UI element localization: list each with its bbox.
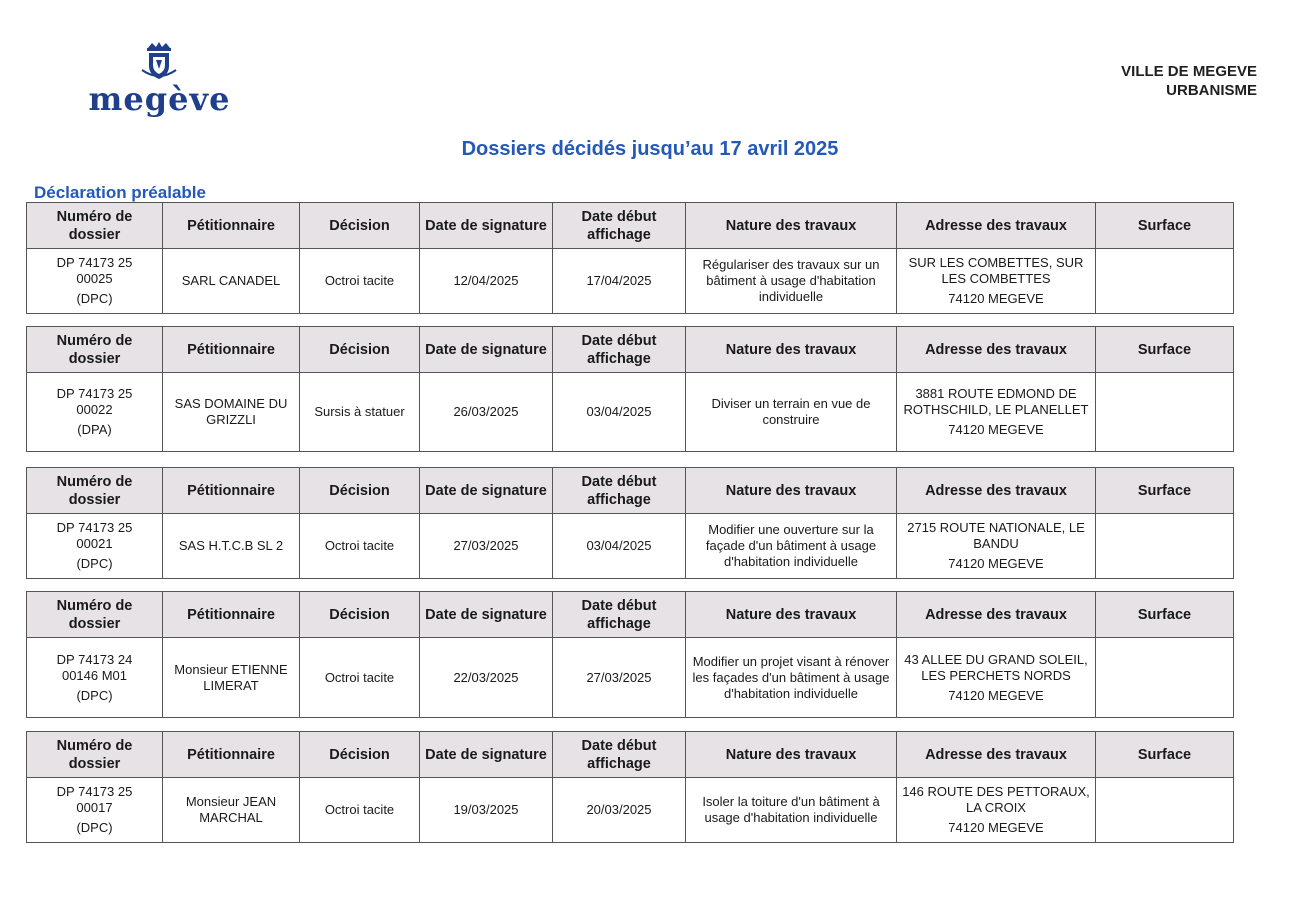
header-decision: Décision [300, 327, 420, 373]
header-date-signature: Date de signature [420, 327, 553, 373]
cell-decision: Octroi tacite [300, 514, 420, 579]
cell-surface [1096, 249, 1234, 314]
header-adresse: Adresse des travaux [897, 203, 1096, 249]
header-surface: Surface [1096, 732, 1234, 778]
header-adresse: Adresse des travaux [897, 327, 1096, 373]
megeve-logo [72, 42, 247, 122]
header-petitionnaire: Pétitionnaire [163, 592, 300, 638]
header-adresse: Adresse des travaux [897, 468, 1096, 514]
header-adresse: Adresse des travaux [897, 592, 1096, 638]
org-name: VILLE DE MEGEVE [1121, 63, 1257, 80]
dossier-number-suffix: 00025 [76, 271, 113, 286]
dossier-type: (DPC) [76, 687, 113, 703]
cell-surface [1096, 373, 1234, 452]
dossier-type: (DPA) [77, 422, 112, 437]
cell-date-signature: 12/04/2025 [420, 249, 553, 314]
dossier-number-suffix: 00022 [76, 402, 113, 417]
cell-decision: Octroi tacite [300, 638, 420, 718]
cell-date-affichage: 03/04/2025 [553, 514, 686, 579]
dossier-type: (DPC) [76, 291, 113, 306]
header-adresse: Adresse des travaux [897, 732, 1096, 778]
cell-date-affichage: 03/04/2025 [553, 373, 686, 452]
address-city: 74120 MEGEVE [948, 556, 1044, 571]
dossier-type: (DPC) [76, 820, 113, 835]
header-decision: Décision [300, 203, 420, 249]
dossier-number: DP 74173 25 [56, 784, 133, 799]
cell-adresse [897, 514, 1096, 579]
header-decision: Décision [300, 732, 420, 778]
cell-nature: Diviser un terrain en vue de construire [686, 373, 897, 452]
address-street: 43 ALLEE DU GRAND SOLEIL, LES PERCHETS NORDS [904, 651, 1088, 683]
header-petitionnaire: Pétitionnaire [163, 327, 300, 373]
cell-date-affichage: 20/03/2025 [553, 778, 686, 843]
header-nature: Nature des travaux [686, 592, 897, 638]
header-date-affichage: Date début affichage [553, 468, 686, 514]
cell-petitionnaire: SAS H.T.C.B SL 2 [163, 514, 300, 579]
cell-nature: Modifier une ouverture sur la façade d'un bâtiment à usage d'habitation individuelle [686, 514, 897, 579]
header-date-affichage: Date début affichage [553, 732, 686, 778]
header-numero: Numéro de dossier [27, 592, 163, 638]
header-row [27, 468, 1234, 514]
organization-header [1121, 62, 1257, 100]
cell-surface [1096, 638, 1234, 718]
cell-decision: Octroi tacite [300, 778, 420, 843]
cell-petitionnaire: Monsieur ETIENNE LIMERAT [163, 638, 300, 718]
header-date-signature: Date de signature [420, 468, 553, 514]
address-city: 74120 MEGEVE [948, 291, 1044, 306]
address-street: 3881 ROUTE EDMOND DE ROTHSCHILD, LE PLANELLET [903, 386, 1089, 417]
table-row [27, 373, 1234, 452]
header-row [27, 732, 1234, 778]
cell-decision: Octroi tacite [300, 249, 420, 314]
header-numero: Numéro de dossier [27, 327, 163, 373]
address-street: SUR LES COMBETTES, SUR LES COMBETTES [908, 255, 1084, 286]
cell-adresse [897, 249, 1096, 314]
header-date-affichage: Date début affichage [553, 592, 686, 638]
header-numero: Numéro de dossier [27, 468, 163, 514]
cell-petitionnaire: SAS DOMAINE DU GRIZZLI [163, 373, 300, 452]
coat-of-arms-icon [138, 42, 180, 82]
cell-petitionnaire: Monsieur JEAN MARCHAL [163, 778, 300, 843]
dossier-table [26, 326, 1234, 452]
cell-surface [1096, 778, 1234, 843]
cell-date-signature: 22/03/2025 [420, 638, 553, 718]
org-department: URBANISME [1166, 82, 1257, 99]
header-surface: Surface [1096, 327, 1234, 373]
header-row [27, 592, 1234, 638]
dossier-table [26, 591, 1234, 718]
dossier-number: DP 74173 25 [56, 255, 133, 270]
address-city: 74120 MEGEVE [948, 687, 1044, 703]
header-decision: Décision [300, 468, 420, 514]
dossier-number-suffix: 00017 [76, 800, 113, 815]
cell-date-affichage: 17/04/2025 [553, 249, 686, 314]
dossier-type: (DPC) [76, 556, 113, 571]
header-row [27, 327, 1234, 373]
section-title: Déclaration préalable [34, 183, 206, 202]
cell-numero [27, 638, 163, 718]
address-street: 146 ROUTE DES PETTORAUX, LA CROIX [902, 784, 1090, 815]
dossier-number-suffix: 00146 M01 [61, 667, 128, 683]
dossier-number: DP 74173 24 [56, 651, 133, 667]
cell-decision: Sursis à statuer [300, 373, 420, 452]
dossier-table [26, 731, 1234, 843]
cell-numero [27, 373, 163, 452]
header-date-signature: Date de signature [420, 732, 553, 778]
header-nature: Nature des travaux [686, 468, 897, 514]
header-petitionnaire: Pétitionnaire [163, 203, 300, 249]
cell-numero [27, 514, 163, 579]
header-petitionnaire: Pétitionnaire [163, 732, 300, 778]
cell-date-signature: 26/03/2025 [420, 373, 553, 452]
cell-numero [27, 778, 163, 843]
header-surface: Surface [1096, 468, 1234, 514]
table-row [27, 638, 1234, 718]
table-row [27, 514, 1234, 579]
header-nature: Nature des travaux [686, 732, 897, 778]
dossier-number: DP 74173 25 [56, 386, 133, 401]
header-surface: Surface [1096, 592, 1234, 638]
page-title: Dossiers décidés jusqu’au 17 avril 2025 [461, 138, 839, 160]
header-date-affichage: Date début affichage [553, 327, 686, 373]
cell-date-affichage: 27/03/2025 [553, 638, 686, 718]
cell-nature: Régulariser des travaux sur un bâtiment à usage d'habitation individuelle [686, 249, 897, 314]
header-nature: Nature des travaux [686, 203, 897, 249]
header-date-affichage: Date début affichage [553, 203, 686, 249]
header-date-signature: Date de signature [420, 592, 553, 638]
header-numero: Numéro de dossier [27, 732, 163, 778]
cell-petitionnaire: SARL CANADEL [163, 249, 300, 314]
cell-adresse [897, 373, 1096, 452]
header-row [27, 203, 1234, 249]
dossier-table [26, 467, 1234, 579]
table-row [27, 249, 1234, 314]
header-decision: Décision [300, 592, 420, 638]
header-nature: Nature des travaux [686, 327, 897, 373]
table-row [27, 778, 1234, 843]
dossier-number: DP 74173 25 [56, 520, 133, 535]
header-surface: Surface [1096, 203, 1234, 249]
cell-nature: Isoler la toiture d'un bâtiment à usage d'habitation individuelle [686, 778, 897, 843]
cell-date-signature: 19/03/2025 [420, 778, 553, 843]
cell-nature: Modifier un projet visant à rénover les façades d'un bâtiment à usage d'habitation individuelle [686, 638, 897, 718]
cell-surface [1096, 514, 1234, 579]
address-street: 2715 ROUTE NATIONALE, LE BANDU [907, 520, 1085, 551]
dossier-number-suffix: 00021 [76, 536, 113, 551]
logo-text: megève [88, 80, 231, 118]
header-numero: Numéro de dossier [27, 203, 163, 249]
cell-adresse [897, 778, 1096, 843]
address-city: 74120 MEGEVE [948, 820, 1044, 835]
cell-date-signature: 27/03/2025 [420, 514, 553, 579]
header-date-signature: Date de signature [420, 203, 553, 249]
header-petitionnaire: Pétitionnaire [163, 468, 300, 514]
cell-adresse [897, 638, 1096, 718]
dossier-table [26, 202, 1234, 314]
cell-numero [27, 249, 163, 314]
address-city: 74120 MEGEVE [948, 422, 1044, 437]
